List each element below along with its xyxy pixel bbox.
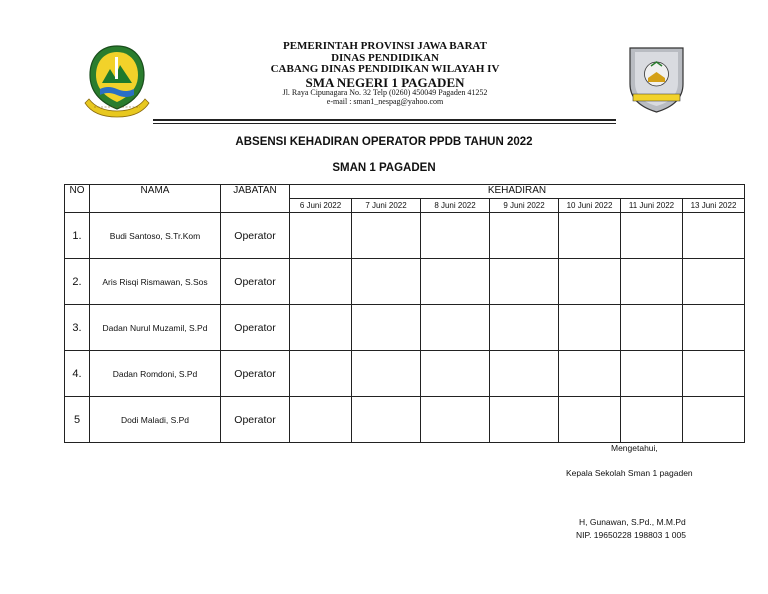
attendance-cell[interactable] [421, 351, 490, 397]
attendance-cell[interactable] [683, 259, 745, 305]
row-position: Operator [221, 351, 290, 397]
west-java-emblem-icon [82, 43, 152, 121]
letterhead [240, 41, 530, 106]
attendance-cell[interactable] [290, 259, 352, 305]
signature-name: H, Gunawan, S.Pd., M.M.Pd [579, 517, 686, 527]
attendance-cell[interactable] [621, 351, 683, 397]
attendance-cell[interactable] [621, 213, 683, 259]
row-name: Aris Risqi Rismawan, S.Sos [90, 259, 221, 305]
letterhead-agency: DINAS PENDIDIKAN [331, 51, 439, 64]
attendance-cell[interactable] [559, 259, 621, 305]
letterhead-divider-thin [153, 123, 616, 124]
attendance-cell[interactable] [290, 213, 352, 259]
table-row [65, 305, 745, 351]
letterhead-branch: CABANG DINAS PENDIDIKAN WILAYAH IV [270, 63, 500, 76]
header-kehadiran: KEHADIRAN [290, 185, 745, 199]
document-subtitle: SMAN 1 PAGADEN [332, 162, 436, 174]
header-date: 6 Juni 2022 [290, 199, 352, 213]
table-row [65, 397, 745, 443]
signature-acknowledged: Mengetahui, [611, 443, 658, 453]
attendance-cell[interactable] [683, 397, 745, 443]
attendance-cell[interactable] [490, 213, 559, 259]
attendance-cell[interactable] [352, 259, 421, 305]
attendance-cell[interactable] [421, 305, 490, 351]
attendance-cell[interactable] [683, 305, 745, 351]
attendance-cell[interactable] [290, 351, 352, 397]
row-name: Dodi Maladi, S.Pd [90, 397, 221, 443]
row-position: Operator [221, 213, 290, 259]
row-position: Operator [221, 259, 290, 305]
header-date: 10 Juni 2022 [559, 199, 621, 213]
letterhead-school: SMA NEGERI 1 PAGADEN [305, 74, 465, 90]
row-position: Operator [221, 305, 290, 351]
letterhead-email: e-mail : sman1_nespag@yahoo.com [326, 96, 444, 106]
attendance-cell[interactable] [559, 305, 621, 351]
letterhead-divider-thick [153, 119, 616, 121]
table-row [65, 213, 745, 259]
attendance-cell[interactable] [621, 397, 683, 443]
row-name: Budi Santoso, S.Tr.Kom [90, 213, 221, 259]
attendance-cell[interactable] [490, 305, 559, 351]
table-row [65, 351, 745, 397]
header-date: 8 Juni 2022 [421, 199, 490, 213]
attendance-table [64, 184, 745, 443]
attendance-cell[interactable] [352, 397, 421, 443]
attendance-cell[interactable] [559, 351, 621, 397]
attendance-cell[interactable] [621, 259, 683, 305]
header-no: NO [65, 185, 90, 213]
signature-position: Kepala Sekolah Sman 1 pagaden [566, 468, 693, 478]
table-row [65, 259, 745, 305]
header-jabatan: JABATAN [221, 185, 290, 213]
attendance-cell[interactable] [290, 397, 352, 443]
row-number: 5 [65, 397, 90, 443]
letterhead-province: PEMERINTAH PROVINSI JAWA BARAT [282, 40, 488, 52]
attendance-cell[interactable] [559, 213, 621, 259]
row-number: 2. [65, 259, 90, 305]
header-date: 13 Juni 2022 [683, 199, 745, 213]
attendance-cell[interactable] [352, 351, 421, 397]
header-date: 9 Juni 2022 [490, 199, 559, 213]
row-name: Dadan Romdoni, S.Pd [90, 351, 221, 397]
row-position: Operator [221, 397, 290, 443]
attendance-cell[interactable] [490, 259, 559, 305]
row-number: 4. [65, 351, 90, 397]
attendance-cell[interactable] [621, 305, 683, 351]
signature-nip: NIP. 19650228 198803 1 005 [576, 530, 686, 540]
attendance-cell[interactable] [683, 351, 745, 397]
row-name: Dadan Nurul Muzamil, S.Pd [90, 305, 221, 351]
attendance-cell[interactable] [352, 305, 421, 351]
letterhead-address: Jl. Raya Cipunagara No. 32 Telp (0260) 450049 Pagaden 41252 [282, 88, 488, 98]
attendance-cell[interactable] [421, 259, 490, 305]
attendance-cell[interactable] [559, 397, 621, 443]
attendance-cell[interactable] [352, 213, 421, 259]
attendance-cell[interactable] [683, 213, 745, 259]
attendance-cell[interactable] [490, 397, 559, 443]
row-number: 1. [65, 213, 90, 259]
attendance-cell[interactable] [421, 397, 490, 443]
header-date: 11 Juni 2022 [621, 199, 683, 213]
header-date: 7 Juni 2022 [352, 199, 421, 213]
attendance-cell[interactable] [490, 351, 559, 397]
school-emblem-icon [625, 44, 688, 114]
document-title: ABSENSI KEHADIRAN OPERATOR PPDB TAHUN 2022 [235, 136, 533, 148]
attendance-cell[interactable] [290, 305, 352, 351]
row-number: 3. [65, 305, 90, 351]
header-nama: NAMA [90, 185, 221, 213]
attendance-cell[interactable] [421, 213, 490, 259]
